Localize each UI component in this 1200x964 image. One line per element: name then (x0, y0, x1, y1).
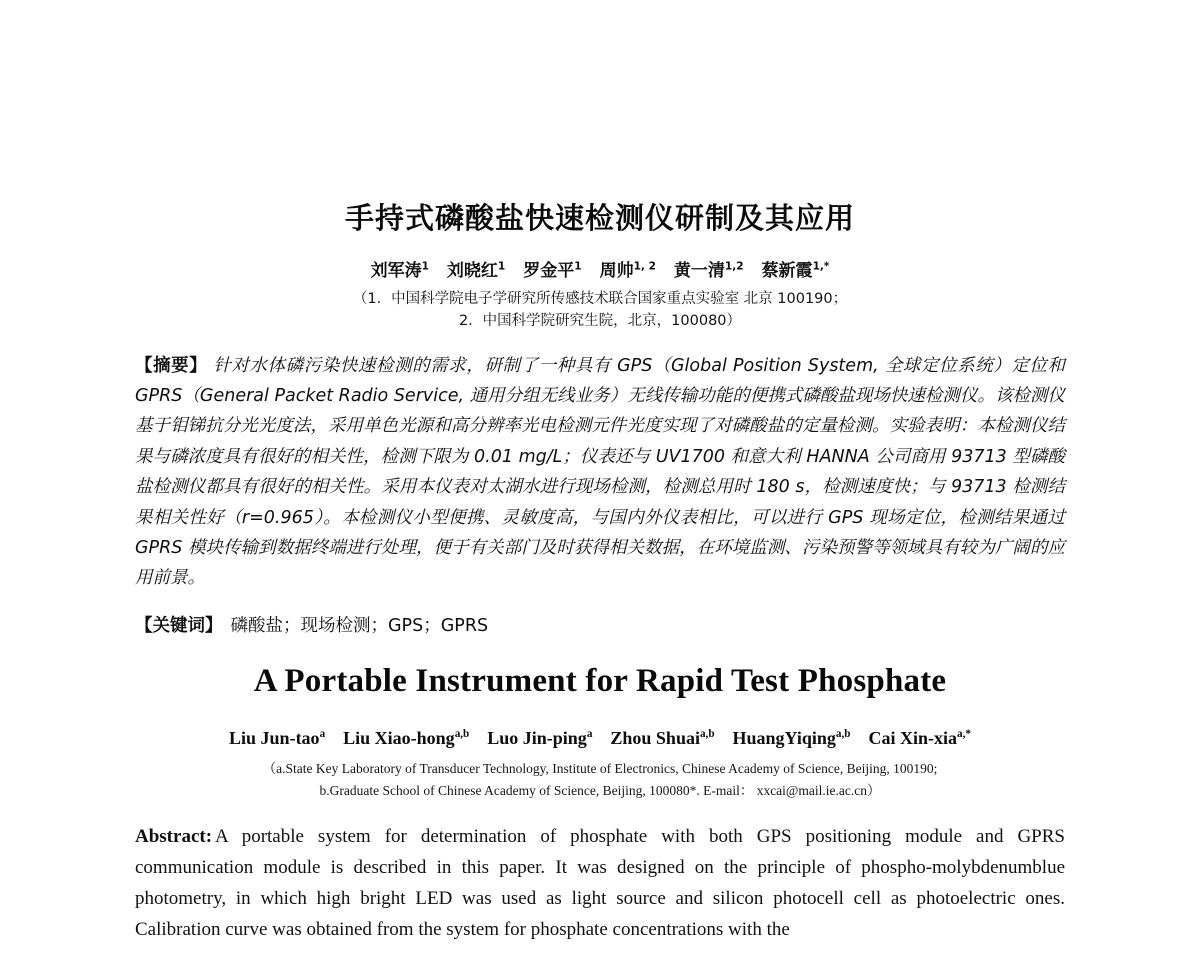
english-author-list (135, 728, 1065, 749)
chinese-author-name: 刘晓红 (446, 260, 498, 281)
chinese-affiliations (135, 288, 1065, 333)
chinese-author (371, 256, 429, 281)
english-author-affil-marker: a,* (957, 727, 971, 740)
english-author-affil-marker: a,b (835, 727, 851, 740)
chinese-author (600, 256, 656, 281)
english-author-name: Cai Xin-xia (868, 727, 958, 748)
english-author (869, 728, 971, 749)
english-affiliation-line: （a.State Key Laboratory of Transducer Technology, Institute of Electronics, Chinese Academy of Science, Beijing, 100190; (262, 760, 938, 776)
english-author (733, 728, 851, 749)
english-author-affil-marker: a (319, 727, 326, 740)
english-abstract-label: Abstract: (135, 826, 213, 848)
english-affiliations (135, 758, 1065, 802)
english-author (343, 728, 469, 749)
english-author (229, 728, 325, 749)
english-author-affil-marker: a,b (454, 727, 470, 740)
chinese-abstract-text: 针对水体磷污染快速检测的需求，研制了一种具有 GPS（Global Position System, 全球定位系统）定位和 GPRS（General Packet Radio Service, 通用分组无线业务）无线传输功能的便携式磷酸盐现场快速检测仪。该检测仪基于钼锑抗分光光度法，采用单色光源和高分辨率光电检测元件光度实现了对磷酸盐的定量检测。实验表明：本检测仪结果与磷浓度具有很好的相关性，检测下限为 0.01 mg/L；仪表还与 UV1700 和意大利 HANNA 公司商用 93713 型磷酸盐检测仪都具有很好的相关性。采用本仪表对太湖水进行现场检测，检测总用时 180 s，检测速度快；与 93713 检测结果相关性好（r=0.965）。本检测仪小型便携、灵敏度高，与国内外仪表相比，可以进行 GPS 现场定位，检测结果通过 GPRS 模块传输到数据终端进行处理，便于有关部门及时获得相关数据，在环境监测、污染预警等领域具有较为广阔的应用前景。 (135, 355, 1065, 589)
english-title: A Portable Instrument for Rapid Test Phosphate (253, 663, 947, 700)
english-author (487, 728, 592, 749)
chinese-abstract-label: 【摘要】 (135, 355, 208, 376)
chinese-keywords-label: 【关键词】 (135, 616, 223, 637)
english-author-name: Luo Jin-ping (487, 727, 587, 748)
chinese-author-list (135, 256, 1065, 281)
chinese-title: 手持式磷酸盐快速检测仪研制及其应用 (344, 201, 855, 235)
chinese-author-name: 刘军涛 (370, 260, 422, 281)
english-author-affil-marker: a,b (699, 727, 715, 740)
chinese-author-name: 黄一清 (673, 260, 725, 281)
chinese-author (762, 256, 830, 281)
chinese-author-affil-marker: 1 (421, 260, 429, 273)
chinese-author-name: 罗金平 (523, 260, 575, 281)
english-author (610, 728, 714, 749)
chinese-author (447, 256, 505, 281)
chinese-author-affil-marker: 1,2 (724, 260, 744, 273)
chinese-author-affil-marker: 1,* (812, 260, 830, 273)
english-affiliation-line: b.Graduate School of Chinese Academy of Science, Beijing, 100080*. E-mail： xxcai@mail.ie.ac.cn） (319, 782, 881, 798)
chinese-author-name: 周帅 (599, 260, 634, 281)
english-author-name: Liu Xiao-hong (343, 727, 455, 748)
chinese-keywords-text: 磷酸盐；现场检测；GPS；GPRS (230, 616, 489, 637)
chinese-author-affil-marker: 1 (574, 260, 582, 273)
chinese-author-name: 蔡新霞 (761, 260, 813, 281)
page-content (135, 0, 1065, 964)
chinese-author-affil-marker: 1, 2 (633, 260, 656, 273)
chinese-author (523, 256, 581, 281)
english-abstract-text: A portable system for determination of phosphate with both GPS positioning module and GPRS communication module is described in this paper. It was designed on the principle of phospho-molybdenumblue photometry, in which high bright LED was used as light source and silicon photocell cell as photoelectric ones. Calibration curve was obtained from the system for phosphate concentrations with the (135, 826, 1065, 941)
english-author-affil-marker: a (586, 727, 593, 740)
english-author-name: Zhou Shuai (610, 727, 700, 748)
chinese-affiliation-line: 2．中国科学院研究生院，北京，100080） (458, 313, 742, 330)
english-author-name: Liu Jun-tao (229, 727, 320, 748)
chinese-abstract (135, 351, 1065, 594)
chinese-author-affil-marker: 1 (497, 260, 506, 273)
chinese-affiliation-line: （1．中国科学院电子学研究所传感技术联合国家重点实验室 北京 100190； (352, 290, 848, 307)
chinese-author (674, 256, 744, 281)
english-author-name: HuangYiqing (732, 727, 836, 748)
chinese-keywords (135, 611, 1065, 641)
english-abstract (135, 821, 1065, 945)
